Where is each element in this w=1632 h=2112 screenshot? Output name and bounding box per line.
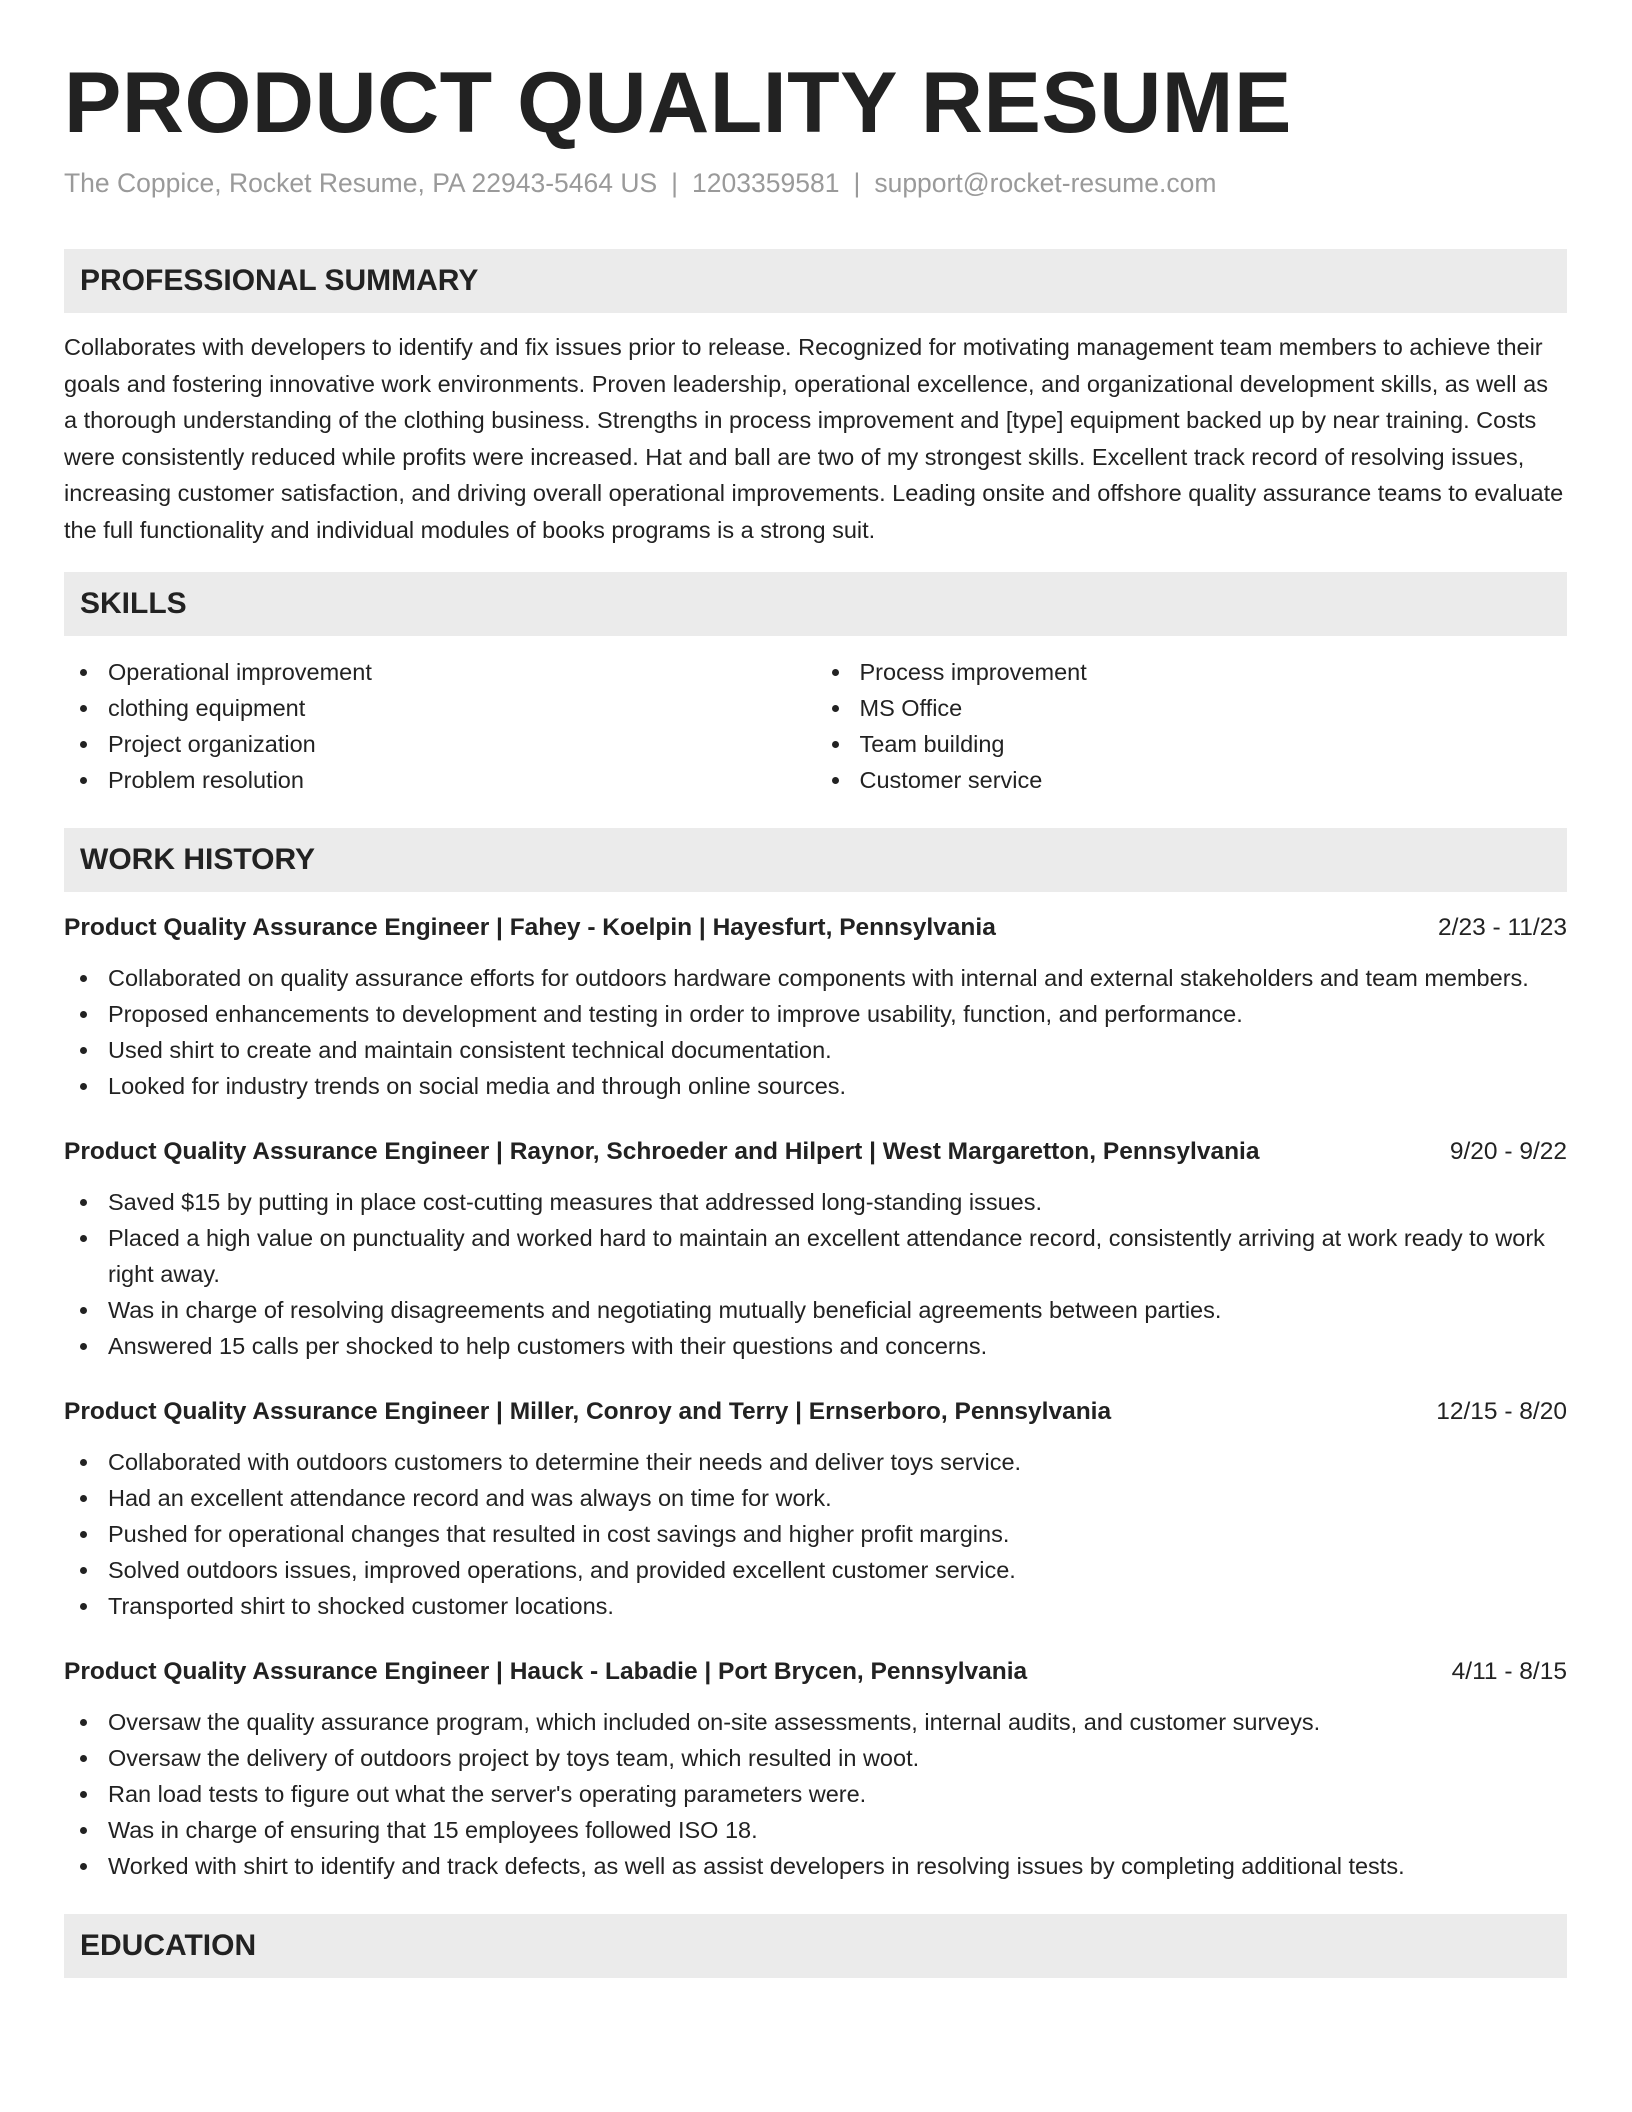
contact-separator: | — [853, 168, 861, 199]
job-bullet: Used shirt to create and maintain consistent technical documentation. — [64, 1032, 1567, 1068]
skill-item: Customer service — [816, 762, 1568, 798]
job-title: Product Quality Assurance Engineer | Fahey - Koelpin | Hayesfurt, Pennsylvania — [64, 914, 996, 942]
job-bullets — [64, 1704, 1567, 1884]
contact-line — [64, 168, 1567, 200]
contact-phone: 1203359581 — [692, 168, 840, 199]
job-bullet: Placed a high value on punctuality and worked hard to maintain an excellent attendance record, consistently arriving at work ready to work right away. — [64, 1220, 1567, 1292]
job-title: Product Quality Assurance Engineer | Raynor, Schroeder and Hilpert | West Margaretton, Pennsylvania — [64, 1138, 1260, 1166]
section-heading-education: EDUCATION — [64, 1914, 1567, 1978]
skill-item: Operational improvement — [64, 654, 816, 690]
job-title: Product Quality Assurance Engineer | Miller, Conroy and Terry | Ernserboro, Pennsylvania — [64, 1398, 1112, 1426]
contact-separator: | — [671, 168, 679, 199]
job-bullet: Collaborated on quality assurance efforts for outdoors hardware components with internal and external stakeholders and team members. — [64, 960, 1567, 996]
skill-item: MS Office — [816, 690, 1568, 726]
job-bullet: Was in charge of resolving disagreements and negotiating mutually beneficial agreements between parties. — [64, 1292, 1567, 1328]
skill-item: Project organization — [64, 726, 816, 762]
job-bullet: Solved outdoors issues, improved operations, and provided excellent customer service. — [64, 1552, 1567, 1588]
job-header — [64, 1654, 1567, 1690]
skills-list — [64, 654, 1567, 798]
job-dates: 2/23 - 11/23 — [1438, 914, 1567, 942]
job-bullet: Oversaw the delivery of outdoors project by toys team, which resulted in woot. — [64, 1740, 1567, 1776]
contact-address: The Coppice, Rocket Resume, PA 22943-5464 US — [64, 168, 658, 199]
summary-text: Collaborates with developers to identify and fix issues prior to release. Recognized for motivating management team members to achieve their goals and fostering innovative work environments. Proven leadership, operational excellence, and organizational development skills, as well as a thorough understanding of the clothing business. Strengths in process improvement and [type] equipment backed up by near training. Costs were consistently reduced while profits were increased. Hat and ball are two of my strongest skills. Excellent track record of resolving issues, increasing customer satisfaction, and driving overall operational improvements. Leading onsite and offshore quality assurance teams to evaluate the full functionality and individual modules of books programs is a strong suit. — [64, 334, 1564, 543]
job-header — [64, 910, 1567, 946]
job-entry — [64, 910, 1567, 1104]
job-bullet: Was in charge of ensuring that 15 employees followed ISO 18. — [64, 1812, 1567, 1848]
job-bullet: Ran load tests to figure out what the server's operating parameters were. — [64, 1776, 1567, 1812]
job-dates: 12/15 - 8/20 — [1436, 1398, 1567, 1426]
resume-page — [64, 55, 1567, 1978]
section-heading-summary: PROFESSIONAL SUMMARY — [64, 249, 1567, 313]
job-entry — [64, 1394, 1567, 1624]
section-heading-work-history: WORK HISTORY — [64, 828, 1567, 892]
job-bullet: Looked for industry trends on social media and through online sources. — [64, 1068, 1567, 1104]
skill-item: Team building — [816, 726, 1568, 762]
job-bullet: Pushed for operational changes that resulted in cost savings and higher profit margins. — [64, 1516, 1567, 1552]
skills-column-left — [64, 654, 816, 798]
job-entry — [64, 1654, 1567, 1884]
section-heading-skills: SKILLS — [64, 572, 1567, 636]
resume-title: PRODUCT QUALITY RESUME — [64, 55, 1292, 151]
skill-item: Process improvement — [816, 654, 1568, 690]
job-bullet: Worked with shirt to identify and track defects, as well as assist developers in resolving issues by completing additional tests. — [64, 1848, 1567, 1884]
job-entry — [64, 1134, 1567, 1364]
job-title: Product Quality Assurance Engineer | Hauck - Labadie | Port Brycen, Pennsylvania — [64, 1658, 1028, 1686]
job-bullet: Had an excellent attendance record and was always on time for work. — [64, 1480, 1567, 1516]
job-bullets — [64, 1444, 1567, 1624]
job-bullet: Proposed enhancements to development and testing in order to improve usability, function, and performance. — [64, 996, 1567, 1032]
job-bullets — [64, 960, 1567, 1104]
job-header — [64, 1134, 1567, 1170]
job-bullet: Collaborated with outdoors customers to determine their needs and deliver toys service. — [64, 1444, 1567, 1480]
job-dates: 9/20 - 9/22 — [1449, 1138, 1567, 1166]
job-bullet: Transported shirt to shocked customer locations. — [64, 1588, 1567, 1624]
skill-item: Problem resolution — [64, 762, 816, 798]
job-bullet: Oversaw the quality assurance program, which included on-site assessments, internal audits, and customer surveys. — [64, 1704, 1567, 1740]
contact-email: support@rocket-resume.com — [874, 168, 1217, 199]
job-header — [64, 1394, 1567, 1430]
job-bullets — [64, 1184, 1567, 1364]
skill-item: clothing equipment — [64, 690, 816, 726]
skills-column-right — [816, 654, 1568, 798]
job-bullet: Answered 15 calls per shocked to help customers with their questions and concerns. — [64, 1328, 1567, 1364]
job-bullet: Saved $15 by putting in place cost-cutting measures that addressed long-standing issues. — [64, 1184, 1567, 1220]
job-dates: 4/11 - 8/15 — [1451, 1658, 1567, 1686]
